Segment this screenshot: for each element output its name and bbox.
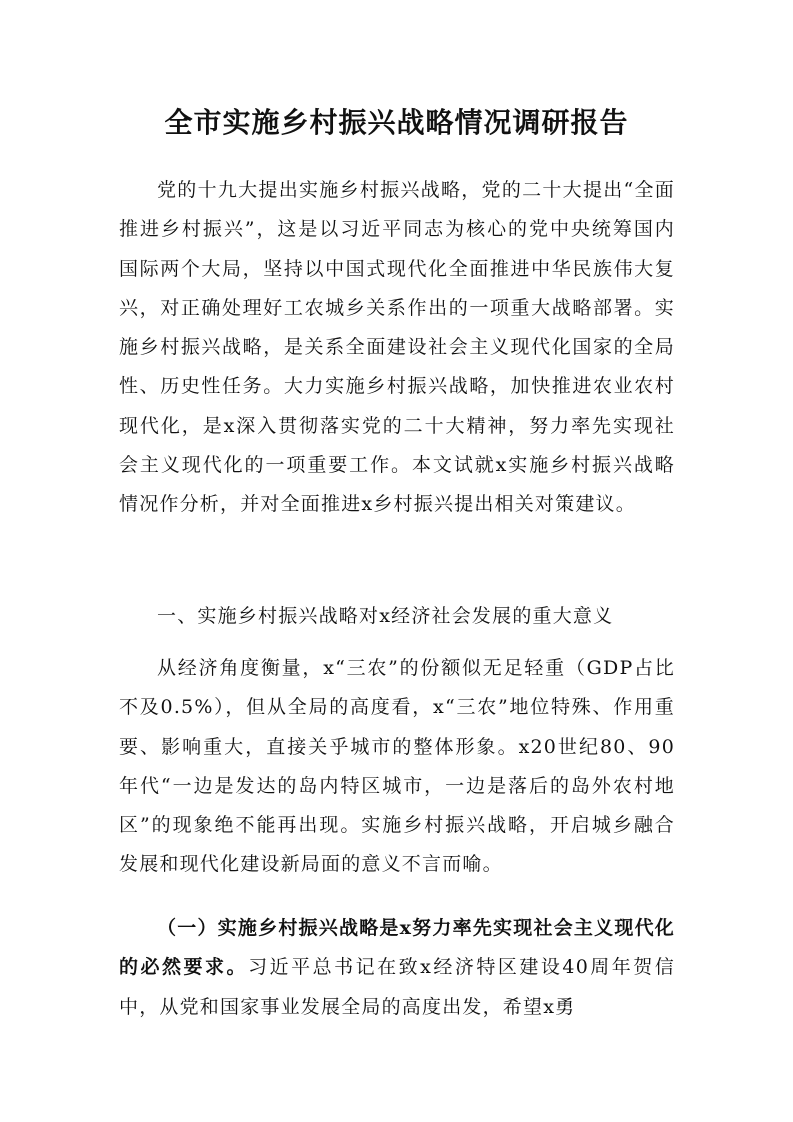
section-heading-1: 一、实施乡村振兴战略对x经济社会发展的重大意义 bbox=[157, 605, 614, 627]
subsection-1-text: 习近平总书记在致x经济特区建设40周年贺信中，从党和国家事业发展全局的高度出发，希望x勇 bbox=[119, 956, 676, 1018]
paragraph-economic-significance: 从经济角度衡量，x“三农”的份额似无足轻重（GDP占比不及0.5%），但从全局的高度看，x“三农”地位特殊、作用重要、影响重大，直接关乎城市的整体形象。x20世纪80、90年代“一边是发达的岛内特区城市，一边是落后的岛外农村地区”的现象绝不能再出现。实施乡村振兴战略，开启城乡融合发展和现代化建设新局面的意义不言而喻。 bbox=[119, 657, 675, 876]
paragraph-subsection-1 bbox=[119, 909, 675, 1027]
paragraph-intro: 党的十九大提出实施乡村振兴战略，党的二十大提出“全面推进乡村振兴”，这是以习近平同志为核心的党中央统筹国内国际两个大局，坚持以中国式现代化全面推进中华民族伟大复兴，对正确处理好工农城乡关系作出的一项重大战略部署。实施乡村振兴战略，是关系全面建设社会主义现代化国家的全局性、历史性任务。大力实施乡村振兴战略，加快推进农业农村现代化，是x深入贯彻落实党的二十大精神，努力率先实现社会主义现代化的一项重要工作。本文试就x实施乡村振兴战略情况作分析，并对全面推进x乡村振兴提出相关对策建议。 bbox=[119, 179, 675, 516]
subsection-1-heading: （一）实施乡村振兴战略是x努力率先实现社会主义现代化的必然要求。 bbox=[119, 917, 675, 979]
document-title: 全市实施乡村振兴战略情况调研报告 bbox=[164, 106, 629, 139]
